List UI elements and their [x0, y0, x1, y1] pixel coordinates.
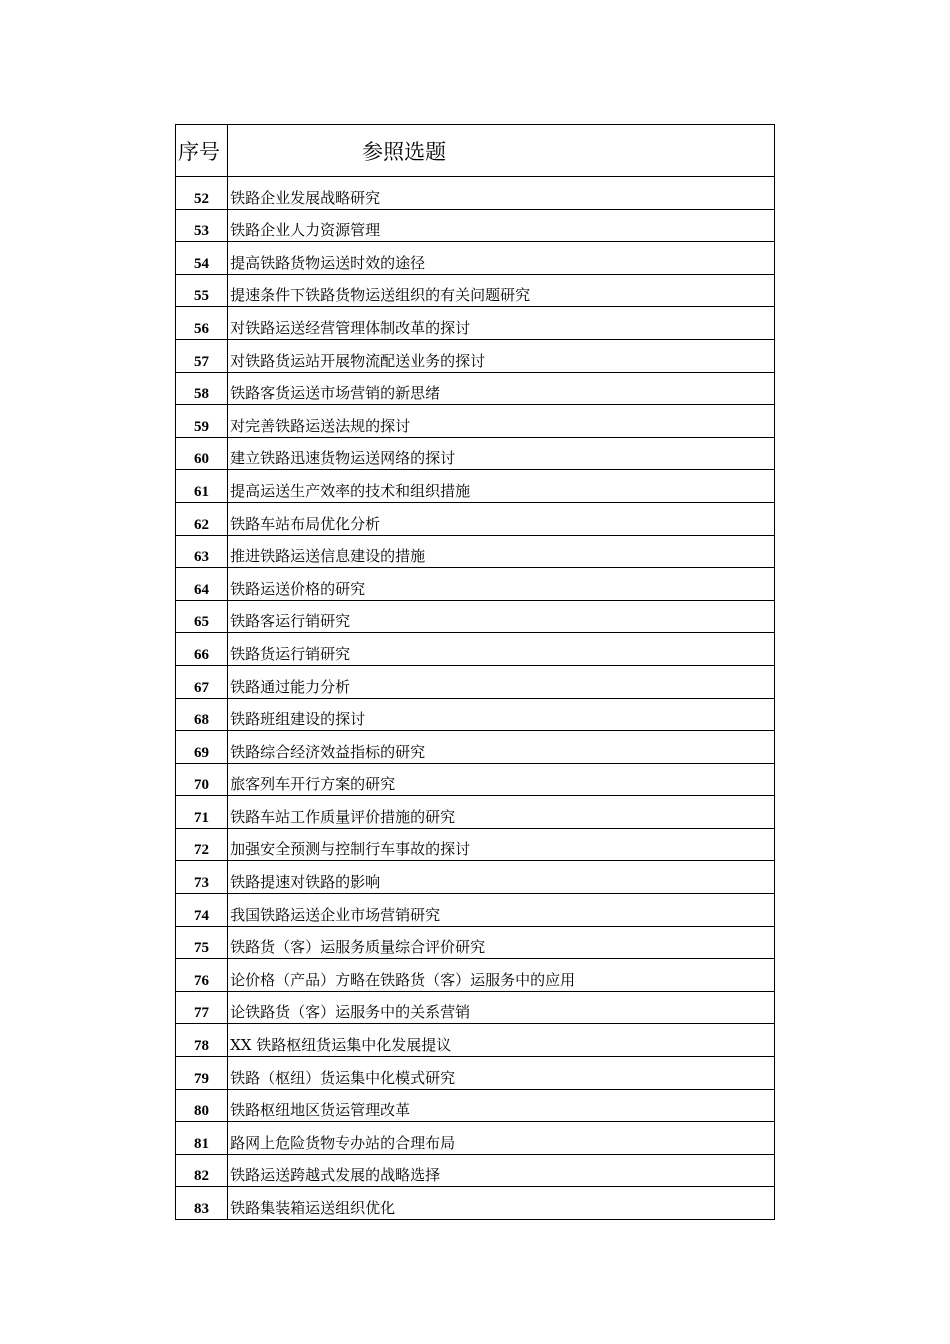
row-topic: 铁路枢纽地区货运管理改革: [228, 1089, 775, 1122]
row-topic: 铁路车站布局优化分析: [228, 502, 775, 535]
row-number: 72: [176, 828, 228, 861]
row-topic: 提高铁路货物运送时效的途径: [228, 242, 775, 275]
row-topic: 提高运送生产效率的技术和组织措施: [228, 470, 775, 503]
row-number: 82: [176, 1154, 228, 1187]
row-topic: 建立铁路迅速货物运送网络的探讨: [228, 437, 775, 470]
table-row: [176, 470, 775, 503]
table-row: [176, 405, 775, 438]
table-row: [176, 828, 775, 861]
table-row: [176, 731, 775, 764]
table-row: [176, 1154, 775, 1187]
row-topic: 对完善铁路运送法规的探讨: [228, 405, 775, 438]
row-topic: 铁路货运行销研究: [228, 633, 775, 666]
row-topic: 对铁路货运站开展物流配送业务的探讨: [228, 339, 775, 372]
row-number: 65: [176, 600, 228, 633]
table-row: [176, 633, 775, 666]
table-row: [176, 763, 775, 796]
row-number: 67: [176, 665, 228, 698]
table-row: [176, 1122, 775, 1155]
table-row: [176, 796, 775, 829]
column-header-topic: 参照选题: [228, 125, 775, 177]
table-row: [176, 1024, 775, 1057]
table-row: [176, 959, 775, 992]
row-topic: 铁路班组建设的探讨: [228, 698, 775, 731]
row-topic: 铁路集装箱运送组织优化: [228, 1187, 775, 1220]
row-number: 53: [176, 209, 228, 242]
table-row: [176, 600, 775, 633]
table-row: [176, 307, 775, 340]
table-body: [176, 177, 775, 1220]
row-number: 63: [176, 535, 228, 568]
row-number: 68: [176, 698, 228, 731]
row-topic: 铁路企业人力资源管理: [228, 209, 775, 242]
row-number: 57: [176, 339, 228, 372]
row-topic: 铁路车站工作质量评价措施的研究: [228, 796, 775, 829]
row-number: 73: [176, 861, 228, 894]
row-number: 55: [176, 274, 228, 307]
table-row: [176, 568, 775, 601]
row-topic: 旅客列车开行方案的研究: [228, 763, 775, 796]
row-topic: 铁路运送跨越式发展的战略选择: [228, 1154, 775, 1187]
row-topic: 对铁路运送经营管理体制改革的探讨: [228, 307, 775, 340]
row-number: 76: [176, 959, 228, 992]
table-row: [176, 535, 775, 568]
row-number: 52: [176, 177, 228, 210]
row-topic: 我国铁路运送企业市场营销研究: [228, 894, 775, 927]
row-topic: 铁路客运行销研究: [228, 600, 775, 633]
table-row: [176, 861, 775, 894]
row-topic: 铁路运送价格的研究: [228, 568, 775, 601]
row-number: 66: [176, 633, 228, 666]
row-number: 80: [176, 1089, 228, 1122]
table-row: [176, 372, 775, 405]
table-row: [176, 665, 775, 698]
row-number: 83: [176, 1187, 228, 1220]
row-number: 62: [176, 502, 228, 535]
table-row: [176, 339, 775, 372]
table-row: [176, 274, 775, 307]
table-row: [176, 1057, 775, 1090]
row-topic: 提速条件下铁路货物运送组织的有关问题研究: [228, 274, 775, 307]
row-number: 78: [176, 1024, 228, 1057]
row-topic: 铁路综合经济效益指标的研究: [228, 731, 775, 764]
table-row: [176, 1089, 775, 1122]
row-number: 77: [176, 991, 228, 1024]
row-topic: XX 铁路枢纽货运集中化发展提议: [228, 1024, 775, 1057]
row-number: 81: [176, 1122, 228, 1155]
row-number: 59: [176, 405, 228, 438]
table-row: [176, 926, 775, 959]
row-topic: 路网上危险货物专办站的合理布局: [228, 1122, 775, 1155]
table-row: [176, 894, 775, 927]
row-topic: 铁路通过能力分析: [228, 665, 775, 698]
table-row: [176, 209, 775, 242]
row-number: 69: [176, 731, 228, 764]
table-row: [176, 502, 775, 535]
topic-table: [175, 124, 775, 1220]
table-row: [176, 437, 775, 470]
row-number: 70: [176, 763, 228, 796]
row-number: 74: [176, 894, 228, 927]
table-row: [176, 698, 775, 731]
row-topic: 推进铁路运送信息建设的措施: [228, 535, 775, 568]
row-topic: 铁路客货运送市场营销的新思绪: [228, 372, 775, 405]
table-row: [176, 177, 775, 210]
row-topic: 铁路企业发展战略研究: [228, 177, 775, 210]
row-number: 56: [176, 307, 228, 340]
row-number: 54: [176, 242, 228, 275]
row-number: 64: [176, 568, 228, 601]
table-header-row: [176, 125, 775, 177]
table-row: [176, 1187, 775, 1220]
row-number: 61: [176, 470, 228, 503]
row-number: 75: [176, 926, 228, 959]
row-topic: 铁路提速对铁路的影响: [228, 861, 775, 894]
row-number: 71: [176, 796, 228, 829]
table-row: [176, 242, 775, 275]
row-topic: 论价格（产品）方略在铁路货（客）运服务中的应用: [228, 959, 775, 992]
row-topic: 铁路货（客）运服务质量综合评价研究: [228, 926, 775, 959]
row-topic: 铁路（枢纽）货运集中化模式研究: [228, 1057, 775, 1090]
row-topic: 论铁路货（客）运服务中的关系营销: [228, 991, 775, 1024]
column-header-number: 序号: [176, 125, 228, 177]
row-number: 60: [176, 437, 228, 470]
row-number: 58: [176, 372, 228, 405]
table-row: [176, 991, 775, 1024]
row-topic: 加强安全预测与控制行车事故的探讨: [228, 828, 775, 861]
row-number: 79: [176, 1057, 228, 1090]
